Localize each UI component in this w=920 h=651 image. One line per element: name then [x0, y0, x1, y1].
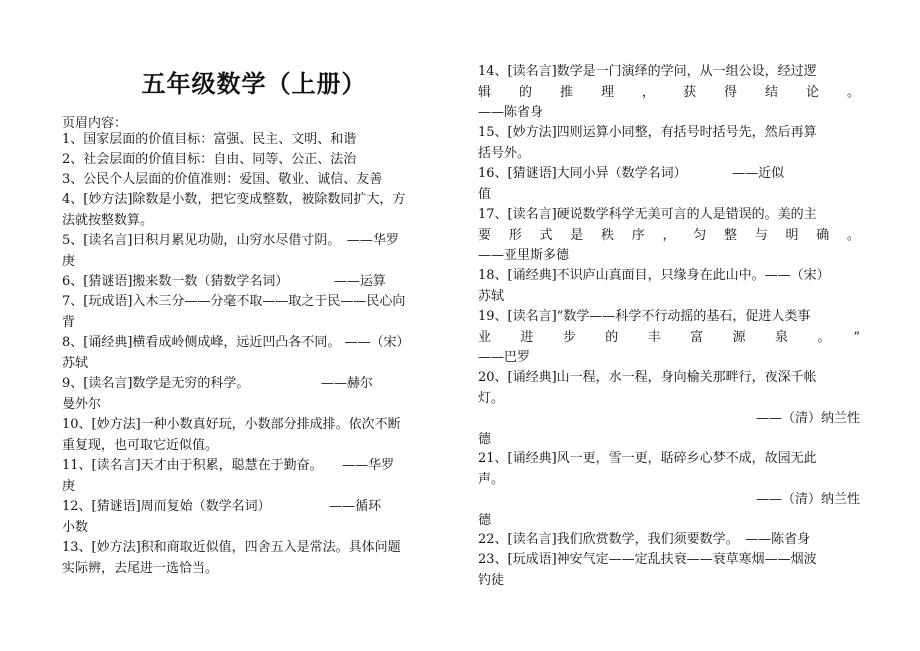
list-item: 13、[妙方法]积和商取近似值，四舍五入是常法。具体问题 实际辨，去尾进一选恰当。	[62, 540, 401, 576]
list-item: 15、[妙方法]四则运算小同整，有括号时括号先，然后再算 括号外。	[478, 125, 817, 161]
list-item: 17、[读名言]硬说数学科学无美可言的人是错误的。美的主 要形式是秩序，匀整与明确。 ——亚里斯多德	[478, 207, 860, 263]
list-item: 4、[妙方法]除数是小数，把它变成整数，被除数同扩大，方 法就按整数算。	[62, 192, 406, 228]
list-item: 23、[玩成语]神安气定——定乱扶衰——衰草寒烟——烟波 钓徒	[478, 552, 817, 588]
list-item: 8、[诵经典]横看成岭侧成峰，远近凹凸各不同。 ——（宋） 苏轼	[62, 335, 410, 371]
page-title: 五年级数学（上册）	[141, 70, 367, 98]
list-item: 12、[猜谜语]周而复始（数学名词） ——循环 小数	[62, 499, 382, 535]
list-item: 16、[猜谜语]大同小异（数学名词） ——近似 值	[478, 166, 785, 202]
list-item: 1、国家层面的价值目标：富强、民主、文明、和谐	[62, 132, 357, 147]
list-item: 10、[妙方法]一种小数真好玩，小数部分排成排。依次不断 重复现，也可取它近似值。	[62, 417, 401, 453]
list-item: 6、[猜谜语]搬来数一数（猜数学名词） ——运算	[62, 274, 386, 289]
list-item: 22、[读名言]我们欣赏数学，我们须要数学。 ——陈省身	[478, 532, 811, 547]
list-item: 14、[读名言]数学是一门演绎的学问，从一组公设，经过逻 辑的推理，获得结论。 ——陈省身	[478, 64, 860, 120]
list-item: 5、[读名言]日积月累见功勋，山穷水尽借寸阴。 ——华罗 庚	[62, 233, 399, 269]
list-item: 9、[读名言]数学是无穷的科学。 ——赫尔 曼外尔	[62, 376, 373, 412]
list-item: 18、[诵经典]不识庐山真面目，只缘身在此山中。——（宋） 苏轼	[478, 268, 830, 304]
header-content-label: 页眉内容：	[62, 116, 128, 131]
list-item: 21、[诵经典]风一更，雪一更，聒碎乡心梦不成，故园无此 声。 ——（清）纳兰性 德	[478, 451, 860, 528]
list-item: 7、[玩成语]入木三分——分毫不取——取之于民——民心向 背	[62, 294, 406, 330]
list-item: 19、[读名言]“数学——科学不行动摇的基石，促进人类事 业进步的丰富源泉。” ——巴罗	[478, 309, 860, 365]
list-item: 3、公民个人层面的价值准则：爱国、敬业、诚信、友善	[62, 172, 383, 187]
list-item: 11、[读名言]天才由于积累，聪慧在于勤奋。 ——华罗 庚	[62, 458, 395, 494]
list-item: 20、[诵经典]山一程，水一程，身向榆关那畔行，夜深千帐 灯。 ——（清）纳兰性 德	[478, 370, 860, 447]
list-item: 2、社会层面的价值目标：自由、同等、公正、法治	[62, 152, 357, 167]
